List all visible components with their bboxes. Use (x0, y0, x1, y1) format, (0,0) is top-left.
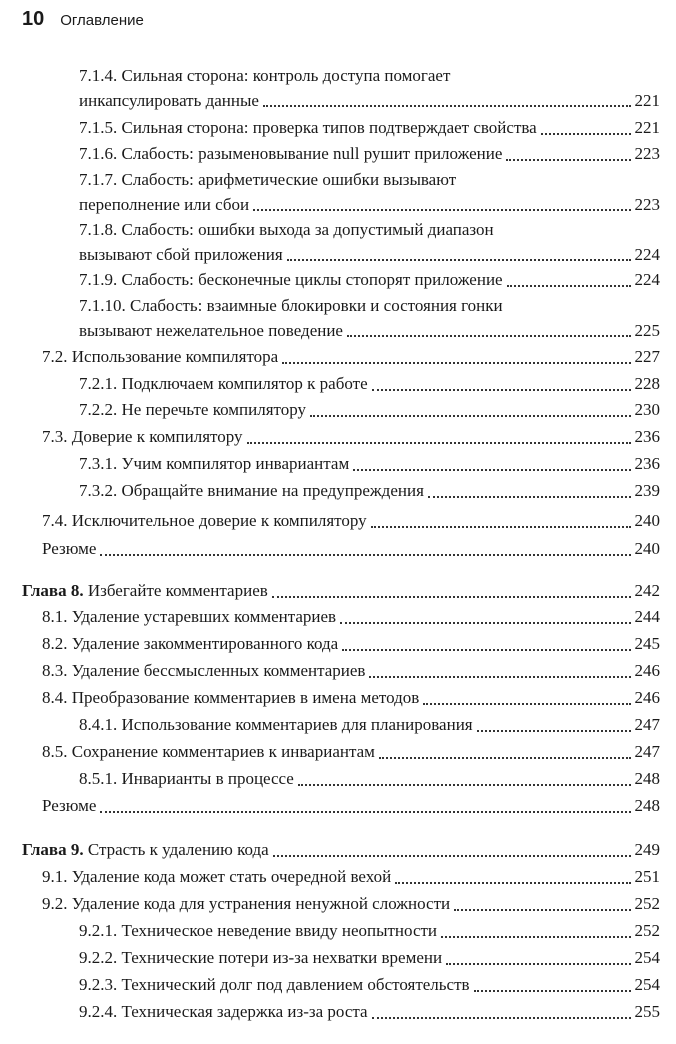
toc-entry-first-line: 7.1.7. Слабость: арифметические ошибки вызывают (79, 170, 457, 189)
leader-dots (454, 908, 630, 911)
toc-entry-text: 8.5. Сохранение комментариев к инвариантам (42, 742, 375, 761)
toc-page-number: 228 (634, 374, 660, 393)
toc-page-number: 244 (634, 607, 660, 626)
toc-entry-text: 8.5.1. Инварианты в процессе (79, 769, 294, 788)
toc-entry-9-2-3[interactable] (79, 973, 660, 998)
toc-page-number: 245 (634, 634, 660, 653)
toc-page-number: 251 (634, 867, 660, 886)
toc-entry-7-1-8[interactable] (79, 218, 660, 267)
toc-entry-text: вызывают нежелательное поведение (79, 320, 343, 340)
toc-entry-7-1-10[interactable] (79, 294, 660, 343)
toc-page-number: 236 (634, 454, 660, 473)
toc-entry-text: 7.2.2. Не перечьте компилятору (79, 400, 307, 419)
toc-page-number: 221 (634, 118, 660, 137)
toc-page-number: 227 (634, 347, 660, 366)
toc-page-number: 236 (634, 427, 660, 446)
leader-dots (100, 810, 630, 813)
toc-entry-text: 7.3.2. Обращайте внимание на предупреждения (79, 481, 424, 500)
toc-page-number: 247 (634, 742, 660, 761)
toc-page-number: 240 (634, 539, 660, 558)
toc-page-number: 248 (634, 796, 660, 815)
leader-dots (379, 756, 631, 759)
toc-entry-7-1-9[interactable] (79, 268, 660, 293)
toc-page-number: 246 (634, 688, 660, 707)
toc-page-number: 240 (634, 511, 660, 530)
leader-dots (298, 783, 631, 786)
toc-page-number: 242 (634, 581, 660, 600)
chapter-label: Глава 9. (22, 840, 84, 859)
toc-entry-text: 9.2. Удаление кода для устранения ненужной сложности (42, 894, 451, 913)
leader-dots (446, 962, 630, 965)
toc-entry-8-4-1[interactable] (79, 713, 660, 738)
toc-page-number: 221 (634, 90, 660, 110)
toc-entry-7-2-1[interactable] (79, 372, 660, 397)
leader-dots (474, 989, 631, 992)
toc-page-number: 224 (634, 270, 660, 289)
toc-entry-text: Резюме (42, 796, 97, 815)
toc-entry-8-1[interactable] (42, 605, 660, 630)
toc-entry-text: Страсть к удалению кода (87, 840, 269, 859)
toc-entry-7-1-7[interactable] (79, 168, 660, 217)
toc-entry-7-2[interactable] (42, 345, 660, 370)
toc-page-number: 247 (634, 715, 660, 734)
toc-entry-text: 7.1.9. Слабость: бесконечные циклы стопорят приложение (79, 270, 503, 289)
page-number: 10 (22, 8, 45, 30)
leader-dots (477, 729, 631, 732)
toc-page-number: 223 (634, 144, 660, 163)
toc-entry-first-line: 7.1.4. Сильная сторона: контроль доступа помогает (79, 66, 451, 85)
toc-page-number: 254 (634, 948, 660, 967)
toc-entry-9-1[interactable] (42, 865, 660, 890)
toc-entry-text: 7.1.5. Сильная сторона: проверка типов подтверждает свойства (79, 118, 537, 137)
toc-entry-7-1-6[interactable] (79, 142, 660, 167)
toc-entry-text: 7.2. Использование компилятора (42, 347, 279, 366)
toc-page-number: 230 (634, 400, 660, 419)
toc-page-number: 252 (634, 921, 660, 940)
toc-entry-9-2-4[interactable] (79, 1000, 660, 1025)
leader-dots (423, 702, 630, 705)
toc-entry-8-2[interactable] (42, 632, 660, 657)
toc-entry-text: 9.2.1. Техническое неведение ввиду неопытности (79, 921, 438, 940)
toc-page-number: 246 (634, 661, 660, 680)
toc-entry-text: вызывают сбой приложения (79, 244, 283, 264)
running-title: Оглавление (60, 12, 144, 29)
leader-dots (372, 388, 631, 391)
leader-dots (100, 553, 630, 556)
leader-dots (273, 854, 631, 857)
toc-entry-9-2[interactable] (42, 892, 660, 917)
page-header (22, 8, 144, 38)
toc-entry-text: Избегайте комментариев (87, 581, 268, 600)
toc-entry-text: 9.2.2. Технические потери из-за нехватки времени (79, 948, 443, 967)
toc-entry-7-4[interactable] (42, 509, 660, 534)
toc-page-number: 223 (634, 194, 660, 214)
toc-entry-chapter-9[interactable] (22, 838, 660, 863)
leader-dots (347, 334, 631, 337)
toc-entry-text: 8.4. Преобразование комментариев в имена методов (42, 688, 420, 707)
toc-entry-7-3-1[interactable] (79, 452, 660, 477)
toc-entry-text: 8.2. Удаление закомментированного кода (42, 634, 339, 653)
leader-dots (506, 158, 630, 161)
leader-dots (395, 881, 630, 884)
toc-page-number: 224 (634, 244, 660, 264)
toc-entry-7-2-2[interactable] (79, 398, 660, 423)
toc-entry-text: переполнение или сбои (79, 194, 250, 214)
leader-dots (247, 441, 631, 444)
toc-entry-text: 7.3.1. Учим компилятор инвариантам (79, 454, 350, 473)
toc-page-number: 225 (634, 320, 660, 340)
leader-dots (310, 414, 630, 417)
toc-entry-8-4[interactable] (42, 686, 660, 711)
toc-page-number: 255 (634, 1002, 660, 1021)
toc-entry-text: 7.3. Доверие к компилятору (42, 427, 243, 446)
leader-dots (507, 284, 631, 287)
toc-entry-text: Резюме (42, 539, 97, 558)
toc-page-number: 248 (634, 769, 660, 788)
toc-entry-text: 9.2.3. Технический долг под давлением обстоятельств (79, 975, 470, 994)
toc-entry-text: 8.3. Удаление бессмысленных комментариев (42, 661, 366, 680)
toc-entry-8-5[interactable] (42, 740, 660, 765)
toc-entry-7-3[interactable] (42, 425, 660, 450)
toc-entry-7-1-5[interactable] (79, 116, 660, 141)
leader-dots (253, 208, 630, 211)
leader-dots (441, 935, 630, 938)
toc-entry-text: 7.4. Исключительное доверие к компилятору (42, 511, 367, 530)
leader-dots (369, 675, 630, 678)
toc-entry-chapter-8[interactable] (22, 579, 660, 604)
toc-entry-9-2-1[interactable] (79, 919, 660, 944)
leader-dots (263, 104, 631, 107)
toc-entry-text: 8.4.1. Использование комментариев для планирования (79, 715, 473, 734)
leader-dots (372, 1016, 631, 1019)
toc-entry-text: 9.1. Удаление кода может стать очередной вехой (42, 867, 392, 886)
leader-dots (541, 132, 631, 135)
leader-dots (282, 361, 630, 364)
toc-entry-text: 9.2.4. Техническая задержка из-за роста (79, 1002, 368, 1021)
toc-page-number: 254 (634, 975, 660, 994)
leader-dots (287, 258, 631, 261)
leader-dots (272, 595, 631, 598)
toc-entry-8-3[interactable] (42, 659, 660, 684)
toc-entry-7-3-2[interactable] (79, 479, 660, 504)
toc-entry-first-line: 7.1.8. Слабость: ошибки выхода за допустимый диапазон (79, 220, 494, 239)
leader-dots (342, 648, 630, 651)
toc-entry-9-2-2[interactable] (79, 946, 660, 971)
leader-dots (353, 468, 630, 471)
toc-page-number: 239 (634, 481, 660, 500)
toc-entry-summary-8[interactable] (42, 794, 660, 819)
chapter-label: Глава 8. (22, 581, 84, 600)
toc-entry-first-line: 7.1.10. Слабость: взаимные блокировки и состояния гонки (79, 296, 503, 315)
toc-page-number: 252 (634, 894, 660, 913)
toc-entry-text: 7.1.6. Слабость: разыменовывание null рушит приложение (79, 144, 503, 163)
leader-dots (428, 495, 631, 498)
toc-entry-text: 7.2.1. Подключаем компилятор к работе (79, 374, 368, 393)
toc-entry-text: 8.1. Удаление устаревших комментариев (42, 607, 337, 626)
toc-entry-8-5-1[interactable] (79, 767, 660, 792)
toc-page-number: 249 (634, 840, 660, 859)
toc-entry-summary-7[interactable] (42, 537, 660, 562)
leader-dots (371, 525, 631, 528)
leader-dots (340, 621, 630, 624)
toc-entry-7-1-4[interactable] (79, 64, 660, 113)
toc-entry-text: инкапсулировать данные (79, 90, 259, 110)
